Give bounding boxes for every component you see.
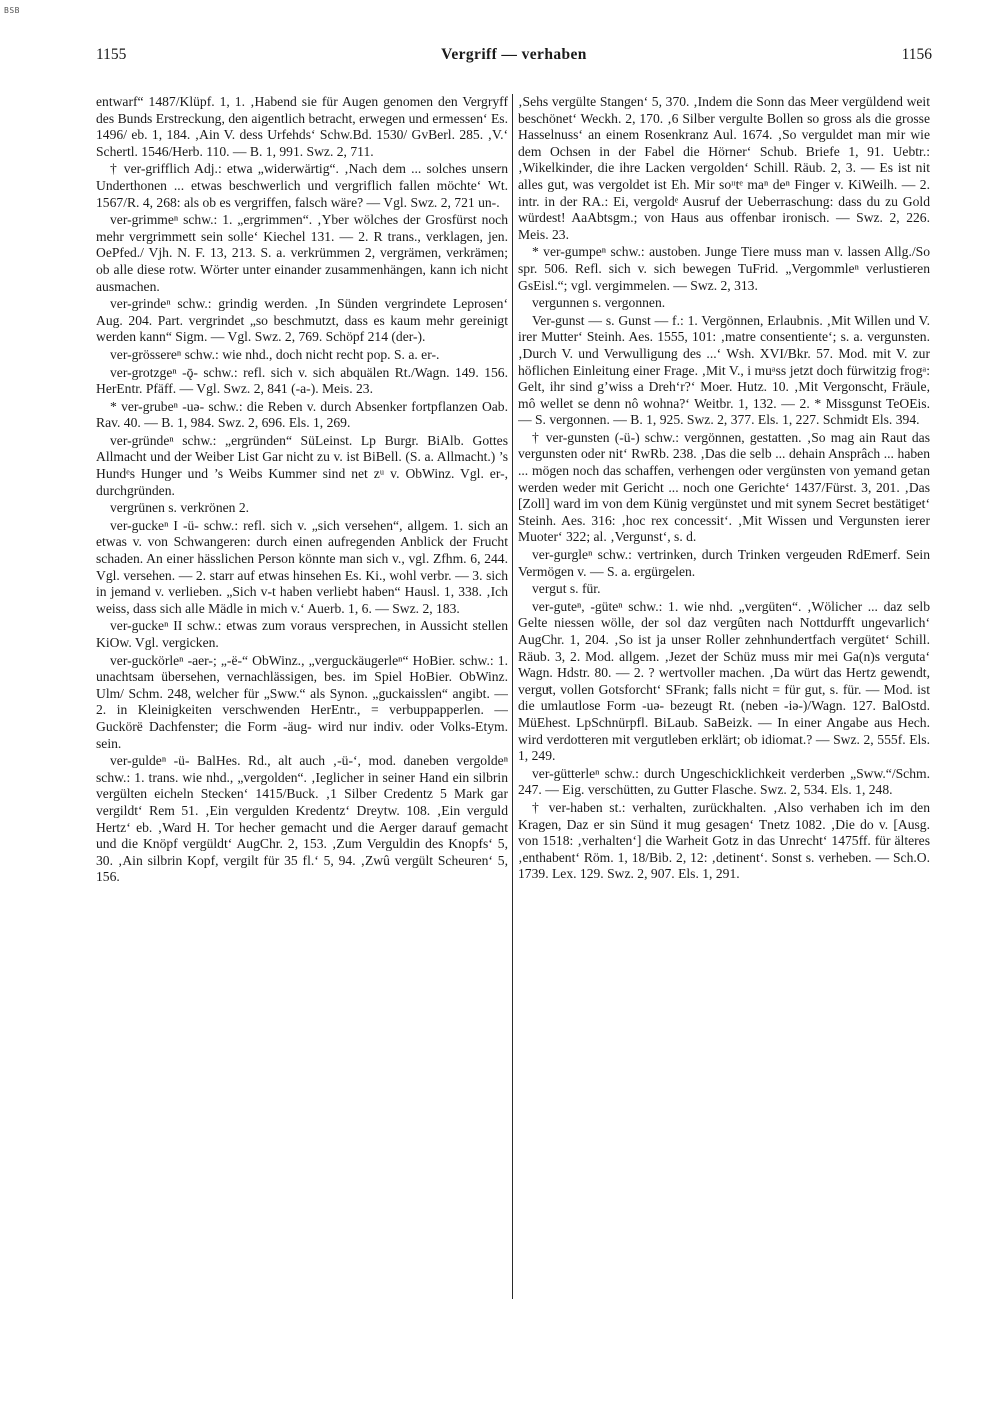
entry-paragraph: ver-gütterleⁿ schw.: durch Ungeschicklichkeit verderben „Sww.“/Schm. 247. — Eig. verschütten, zu Gutter Flasche. Swz. 2, 534. Els. 1, 248. <box>518 765 930 798</box>
entry-paragraph: † ver-grifflich Adj.: etwa „widerwärtig“. ‚Nach dem ... solches unsern Underthonen ... etwas beschwerlich und vergriflich fallen möchte‘ Wt. 1567/R. 4, 268: als ob es vergriffen, falsch wäre? — Vgl. Swz. 2, 721 un-. <box>96 161 508 210</box>
entry-paragraph: ver-guldeⁿ -ü- BalHes. Rd., alt auch ‚-ü-‘, mod. daneben vergoldeⁿ schw.: 1. trans. wie nhd., „vergolden“. ‚Ieglicher in seiner Hand ein silbrin vergülten eicheln Stecken‘ 1415/Buck. ‚1 Silber Credentz 5 Mark gar vergildt‘ Rem 51. ‚Ein vergulden Kredentz‘ Dreytw. 108. ‚Ein verguld Hertz‘ eb. ‚Ward H. Tor hecher gemacht und die Aerger darauf gemacht und die Knöpf vergüldt‘ AugChr. 2, 153. ‚Zum Verguldin des Knopfs‘ 5, 30. ‚Ain silbrin Kopf, vergilt für 35 fl.‘ 5, 94. ‚Zwû vergült Scheuren‘ 5, 156. <box>96 753 508 885</box>
entry-paragraph: Ver-gunst — s. Gunst — f.: 1. Vergönnen, Erlaubnis. ‚Mit Willen und V. irer Mutter‘ Steinh. Aes. 1555, 101: ‚matre consentiente‘; s. a. vergunsten. ‚Durch V. und Verwulligung des ...‘ Wsh. XVI/Bkr. 57. Mod. mit V. zur höflichen Einleitung einer Frage. ‚Mit V., i muᵃss jetzt doch fürwitzig frogᵃ: Gelt, ihr sind g’wiss a Dreh‘r?‘ Moer. Hutz. 10. ‚Mit Vergonscht, Fräule, mô wellet se denn nô wohna?‘ Weitbr. 1, 132. — 2. * Missgunst TeOEis. — S. vergonnen. — B. 1, 925. Swz. 2, 377. Els. 1, 227. Schmidt Els. 394. <box>518 312 930 428</box>
entry-paragraph: vergut s. für. <box>532 581 601 597</box>
entry-paragraph: ver-grössereⁿ schw.: wie nhd., doch nicht recht pop. S. a. er-. <box>110 346 440 362</box>
running-title: Vergriff — verhaben <box>441 46 587 63</box>
entry-paragraph: * ver-grubeⁿ -uə- schw.: die Reben v. durch Absenker fortpflanzen Oab. Rav. 40. — B. 1, 984. Swz. 2, 696. Els. 1, 269. <box>96 398 508 431</box>
entry-paragraph: † ver-haben st.: verhalten, zurückhalten. ‚Also verhaben ich im den Kragen, Daz er sin Sünd it mug gesagen‘ Tnetz 1082. ‚Die do v. [Ausg. von 1518: ‚verhalten‘] die Warheit Gotz in das Unrecht‘ 1475ff. für älteres ‚enthabent‘ Röm. 1, 18/Bib. 2, 12: ‚detinent‘. Sonst s. verheben. — Sch.O. 1739. Lex. 129. Swz. 2, 907. Els. 1, 291. <box>518 799 930 882</box>
column-divider <box>512 94 513 1299</box>
entry-paragraph: ver-grotzgeⁿ -ǭ- schw.: refl. sich v. sich abquälen Rt./Wagn. 149. 156. HerEntr. Pfäff. — Vgl. Swz. 2, 841 (-a-). Meis. 23. <box>96 364 508 397</box>
entry-paragraph: ver-guteⁿ, -güteⁿ schw.: 1. wie nhd. „vergüten“. ‚Wölicher ... daz selb Gelte niessen wölle, der sol daz vergûten nach Nottdurfft ungevarlich‘ AugChr. 1, 204. ‚So ist ja unser Roller zehnhundertfach vergütet‘ Schill. Räub. 3, 2. Mod. allgem. ‚Jezet der Schüz muss mir mei Ga(n)s verguta‘ Wagn. Hdstr. 80. — 2. ? wertvoller machen. ‚Da würt das Hertz gewendt, verguͤt, vollen Gotsforcht‘ SFrank; falls nicht = für gut, s. für. — Mod. ist die umlautlose Form -uə- bezeugt Rt. (neben -iə-)/Wagn. 127. BalOstd. MüEhest. LpSchnürpfl. BiLaub. SaBeizk. — In einer Angabe aus Hech. wird verdotteren mit vergutleben erklärt; ob idiomat.? — Swz. 2, 555f. Els. 1, 249. <box>518 598 930 764</box>
entry-paragraph: vergrünen s. verkrönen 2. <box>110 500 250 516</box>
library-stamp: BSB <box>4 6 20 15</box>
left-column <box>96 94 508 1369</box>
entry-paragraph: ver-guckörleⁿ -aer-; „-ë-“ ObWinz., „verguckäugerleⁿ“ HoBier. schw.: 1. unachtsam übersehen, vernachlässigen, bes. im Spiel HoBier. ObWinz. Ulm/ Schm. 248, welcher für „Sww.“ als Synon. „guckaisslen“ angibt. — 2. in Kleinigkeiten verschwenden HerEntr., = verbuppapperlen. — Guckörë Dachfenster; die Form -äug- wird nur indiv. oder Volks-Etym. sein. <box>96 652 508 751</box>
entry-paragraph: ver-grindeⁿ schw.: grindig werden. ‚In Sünden vergrindete Leprosen‘ Aug. 204. Part. vergrindet „so beschmutzt, dass es kaum mehr gereinigt werden kann“ Sigm. — Vgl. Swz. 2, 769. Schöpf 214 (der-). <box>96 296 508 345</box>
entry-paragraph: vergunnen s. vergonnen. <box>532 295 666 311</box>
entry-paragraph: ver-guckeⁿ I -ü- schw.: refl. sich v. „sich versehen“, allgem. 1. sich an etwas v. von Schwangeren: durch einen aufregenden Anblick der Frucht schaden. An einer hässlichen Person könnte man sich v., vgl. Zfhm. 6, 244. Vgl. versehen. — 2. starr auf etwas hinsehen Es. Ki., wohl verbr. — 3. sich in jemand v. verlieben. „Sich v-t haben verliebt haben“ Hausl. 1, 338. ‚Ich weiss, dass sich alle Mädle in mich v.‘ Auerb. 1, 6. — Swz. 2, 183. <box>96 517 508 616</box>
page-header <box>96 46 932 72</box>
entry-paragraph: ver-gurgleⁿ schw.: vertrinken, durch Trinken vergeuden RdEmerf. Sein Vermögen v. — S. a. ergürgelen. <box>518 547 930 579</box>
entry-paragraph: ver-gründeⁿ schw.: „ergründen“ SüLeinst. Lp Burgr. BiAlb. Gottes Allmacht und der Weiber List Gar nicht zu v. ist BiBell. (S. a. Allmacht.) ’s Hundᵉs Hunger und ’s Weibs Kummer sind net zᵘ v. ObWinz. Vgl. er-, durchgründen. <box>96 432 508 498</box>
entry-paragraph: * ver-gumpeⁿ schw.: austoben. Junge Tiere muss man v. lassen Allg./So spr. 506. Refl. sich v. sich bewegen TuFrid. „Vergommleⁿ verlustieren GsEisl.“; vgl. vergimmelen. — Swz. 2, 313. <box>518 244 930 293</box>
entry-paragraph: ‚Sehs vergülte Stangen‘ 5, 370. ‚Indem die Sonn das Meer vergüldend weit beschönet‘ Weckh. 2, 170. ‚6 Silber vergulte Bollen so gross als die grosse Hasselnuss‘ an einem Rosenkranz Aul. 1674. ‚So verguldet man mir wie dem Ochsen in der Fabel die Hörner‘ Schub. Briefe 1, 91. Uebtr.: ‚Wikelkinder, die ihre Lacken vergolden‘ Schill. Räub. 2, 3. — Es ist nit alles gut, was vergoldet ist Eh. Mir soᶦᶦtᵉ maⁿ deⁿ Finger v. KiWeilh. — 2. intr. in der RA.: Ei, vergoldᵉ Ausruf der Ueberraschung: dass du zu Gold würdest! AaAbtsgm.; von Haus aus offenbar ironisch. — Swz. 2, 226. Meis. 23. <box>518 94 930 242</box>
entry-paragraph: entwarf“ 1487/Klüpf. 1, 1. ‚Habend sie für Augen genomen den Vergryff des Bunds Erstreckung, den aigentlich betracht, erwegen und ermessen‘ Es. 1496/ eb. 1, 184. ‚Ain V. dess Urfehds‘ Schw.Bd. 1530/ GvBerl. 285. ‚V.‘ Schertl. 1546/Herb. 110. — B. 1, 991. Swz. 2, 711. <box>96 94 508 159</box>
entry-paragraph: † ver-gunsten (-ü-) schw.: vergönnen, gestatten. ‚So mag ain Raut das vergunsten oder nit‘ RwRb. 238. ‚Das die selb ... dehain Ansprâch ... haben ... mögen noch das schaffen, verhengen oder vergünsten von yemand getan werden weder mit Gericht ... noch one Gerichte‘ 1437/Fürst. 3, 201. ‚Das [Zoll] ward im von dem Künig vergünstet und mit synem Secret bestätiget‘ Steinh. Aes. 316: ‚hoc rex concessit‘. ‚Mit Wissen und Vergunsten ierer Muoter‘ 322; al. ‚Vergunst‘, s. d. <box>518 429 930 545</box>
page-number-right: 1156 <box>901 46 932 63</box>
entry-paragraph: ver-guckeⁿ II schw.: etwas zum voraus versprechen, in Aussicht stellen KiOw. Vgl. vergicken. <box>96 618 508 650</box>
right-column <box>518 94 930 1369</box>
page-number-left: 1155 <box>96 46 127 63</box>
entry-paragraph: ver-grimmeⁿ schw.: 1. „ergrimmen“. ‚Yber wölches der Grosfürst noch mehr vergrimmett sein solle‘ Kiechel 131. — 2. R trans., verklagen, jen. OePfed./ Vjh. N. F. 13, 213. S. a. verkrümmen 2, vergrämen, verkrämen; ob alle diese rotw. Wörter unter einander zusammenhängen, kann ich nicht ausmachen. <box>96 212 508 294</box>
